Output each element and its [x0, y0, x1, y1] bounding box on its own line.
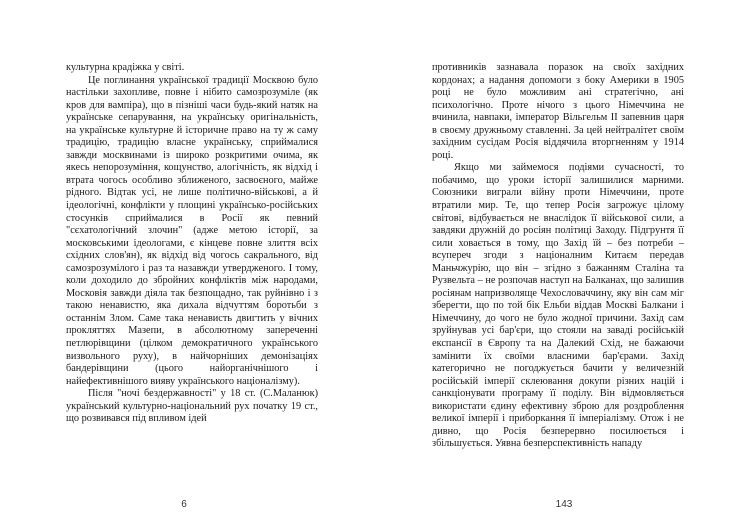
right-page-text [432, 62, 684, 451]
left-page-number: 6 [181, 499, 187, 510]
right-page-number: 143 [555, 499, 573, 510]
left-page-text [66, 62, 318, 426]
paragraph: Це поглинання української традиції Москвою було настільки захопливе, повне і нібито самозрозуміле (як кров для вампіра), що в пізніші часи будь-який натяк на українське сепарування, на українську оригінальність, на українське культурне й історичне право на ту ж саму традицію, традицію власне українську, сприймалися завжди москвинами із широко розкритими очима, як якесь непорозуміння, кощунство, алогічність, як відхід і втрата чогось особливо зближеного, засвоєного, майже рідного. Відтак усі, не лише політично-військові, а й ідеологічні, конфлікти у площині українсько-російських стосунків сприймалися в Росії як певний "сєхатологічний злочин" (адже метою історії, за московськими ідеологами, є кінцеве повне злиття всіх східних слов'ян), як відхід від чогось сакрального, від самозрозумілого і раз та назавжди утвердженого. І тому, коли доходило до збройних конфліктів між народами, Московія завжди діяла так безпощадно, так руйнівно і з такою ненавистю, яка дихала відчуттям боротьби з останнім Злом. Саме така ненависть двигтить у вічних прокляттях Мазепи, в абсолютному запереченні петлюрівщини (цілком демократичного українського визвольного руху), в найчорніших демонізаціях бандерівщини (цього найорганічнішого і найефективнішого вияву українського націоналізму). [66, 74, 318, 387]
paragraph: противників зазнавала поразок на своїх західних кордонах; а надання допомоги з боку Америки в 1905 році не було можливим ані стратегічно, ані психологічно. Проте нічого з цього Німеччина не вчинила, навпаки, імператор Вільгельм II запевнив царя в своєму дружньому ставленні. За цей нейтралітет своїм західним сусідам Росія віддячила вторгненням у 1914 році. [432, 62, 684, 161]
paragraph: Після "ночі бездержавності" у 18 ст. (С.Маланюк) український культурно-національний рух початку 19 ст., що розвивався під впливом ідей [66, 388, 318, 425]
paragraph: Якщо ми займемося подіями сучасності, то побачимо, що уроки історії залишилися марними. Союзники виграли війну проти Німеччини, проте втратили мир. Те, що тепер Росія загрожує цілому світові, відбувається не внаслідок її військової сили, а завдяки дружній до росіян політиці Заходу. Підгрунтя її сили ховається в тому, що Захід їй – без потреби – всупереч згоди з націоналним Китаєм передав Маньчжурію, що він – згідно з бажанням Сталіна та Рузвельта – не розпочав наступ на Балканах, що залишив росіянам напризволяще Чехословаччину, яку він сам міг зберегти, що по той бік Ельби віддав Москві Балкани і Німеччину, до чого не було жодної причини. Захід сам зруйнував усі бар'єри, що стояли на заваді російській експансії в Європу та на Далекий Схід, не бажаючи замінити їх своїми власними бар'єрами. Захід категорично не погоджується бачити у величезній російській імперії склеювання докупи різних націй і санкціонувати програму її поділу. Він відмовляється використати єдину ефективну зброю для роздроблення великої імперії і приборкання її імперіалізму. Отож і не дивно, що Росія безперервно посилюється і збільшується. Уявна безперспективність нападу [432, 162, 684, 450]
paragraph: культурна крадіжка у світі. [66, 62, 185, 73]
